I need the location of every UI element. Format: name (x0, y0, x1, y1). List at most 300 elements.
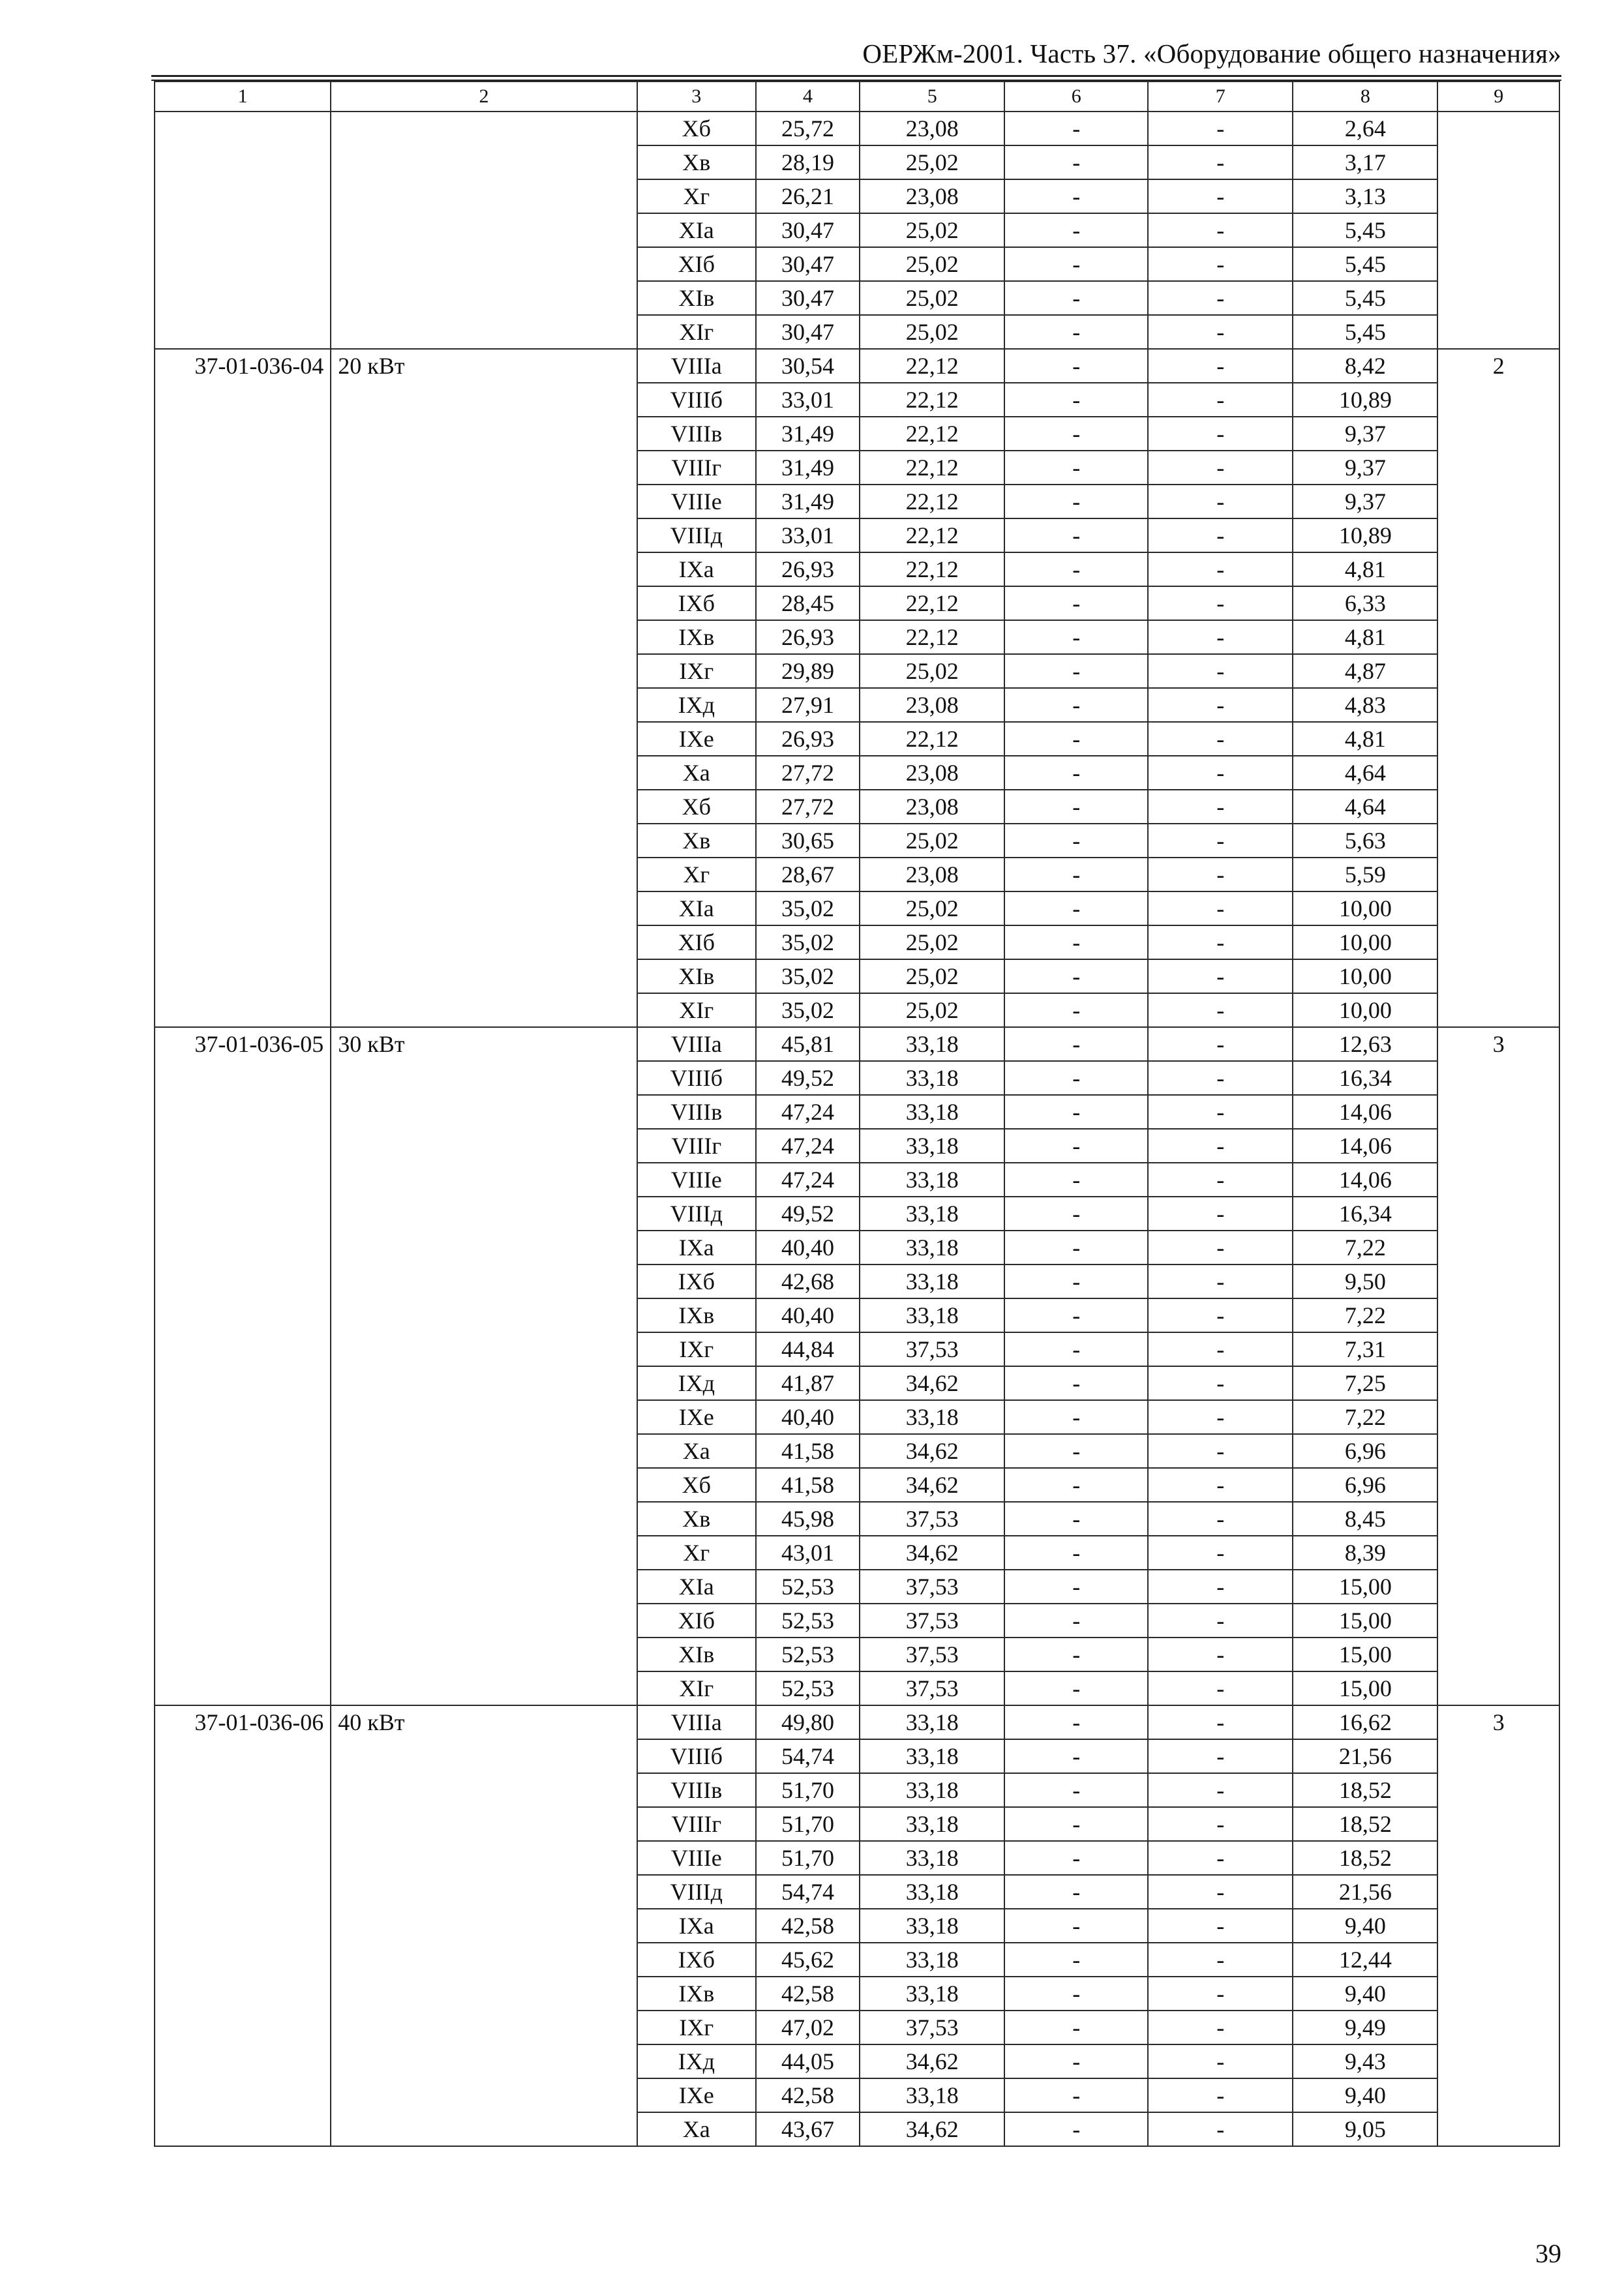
cell-machinist-wages: - (1148, 281, 1293, 315)
cell-code (155, 1332, 331, 1366)
cell-col9 (1437, 1773, 1559, 1807)
cell-wages: 33,18 (860, 1807, 1004, 1841)
cell-zone: Xв (637, 1502, 756, 1536)
cell-materials: 14,06 (1293, 1129, 1437, 1163)
column-header: 3 (637, 82, 756, 112)
cell-col9 (1437, 756, 1559, 790)
cell-wages: 25,02 (860, 247, 1004, 281)
cell-materials: 8,45 (1293, 1502, 1437, 1536)
table-row (155, 1264, 1559, 1298)
cell-materials: 9,37 (1293, 451, 1437, 485)
cell-wages: 37,53 (860, 1570, 1004, 1604)
cell-col9 (1437, 1943, 1559, 1977)
cell-name (331, 2044, 637, 2078)
cell-zone: XIв (637, 281, 756, 315)
cell-zone: VIIIб (637, 1061, 756, 1095)
cell-name (331, 1095, 637, 1129)
cell-machinist-wages: - (1148, 112, 1293, 145)
cell-name: 30 кВт (331, 1027, 637, 1061)
cell-machines: - (1004, 1705, 1148, 1739)
cell-machinist-wages: - (1148, 485, 1293, 518)
cell-col9 (1437, 247, 1559, 281)
cell-col9 (1437, 2112, 1559, 2146)
cell-machinist-wages: - (1148, 1536, 1293, 1570)
cell-wages: 22,12 (860, 620, 1004, 654)
cell-zone: VIIIв (637, 417, 756, 451)
cell-total: 31,49 (756, 485, 860, 518)
cell-zone: Xг (637, 179, 756, 213)
column-header: 1 (155, 82, 331, 112)
table-row (155, 1604, 1559, 1638)
cell-col9 (1437, 1332, 1559, 1366)
cell-zone: XIг (637, 993, 756, 1027)
rates-table (154, 81, 1560, 2147)
cell-name (331, 1604, 637, 1638)
cell-zone: Xг (637, 858, 756, 891)
cell-wages: 33,18 (860, 1027, 1004, 1061)
cell-wages: 25,02 (860, 891, 1004, 925)
cell-wages: 33,18 (860, 1231, 1004, 1264)
cell-machines: - (1004, 1502, 1148, 1536)
table-row (155, 1943, 1559, 1977)
cell-machinist-wages: - (1148, 1231, 1293, 1264)
cell-machines: - (1004, 858, 1148, 891)
cell-code (155, 756, 331, 790)
cell-code (155, 1061, 331, 1095)
table-row (155, 824, 1559, 858)
cell-materials: 21,56 (1293, 1739, 1437, 1773)
table-row (155, 1705, 1559, 1739)
cell-total: 47,24 (756, 1095, 860, 1129)
cell-machinist-wages: - (1148, 756, 1293, 790)
cell-total: 28,67 (756, 858, 860, 891)
cell-code (155, 213, 331, 247)
cell-code (155, 145, 331, 179)
cell-zone: IXд (637, 688, 756, 722)
cell-machines: - (1004, 1739, 1148, 1773)
cell-machines: - (1004, 891, 1148, 925)
cell-wages: 34,62 (860, 1536, 1004, 1570)
cell-col9 (1437, 1061, 1559, 1095)
cell-name (331, 179, 637, 213)
cell-zone: VIIIд (637, 1197, 756, 1231)
cell-wages: 25,02 (860, 145, 1004, 179)
cell-materials: 10,89 (1293, 518, 1437, 552)
cell-col9 (1437, 1671, 1559, 1705)
cell-machinist-wages: - (1148, 247, 1293, 281)
cell-machinist-wages: - (1148, 213, 1293, 247)
cell-col9: 3 (1437, 1705, 1559, 1739)
cell-code (155, 179, 331, 213)
table-row (155, 1536, 1559, 1570)
table-row (155, 654, 1559, 688)
cell-machinist-wages: - (1148, 1570, 1293, 1604)
cell-machines: - (1004, 145, 1148, 179)
cell-code (155, 1604, 331, 1638)
table-row (155, 1027, 1559, 1061)
cell-zone: IXa (637, 1909, 756, 1943)
cell-materials: 6,96 (1293, 1434, 1437, 1468)
cell-machinist-wages: - (1148, 145, 1293, 179)
cell-materials: 10,89 (1293, 383, 1437, 417)
cell-name (331, 722, 637, 756)
cell-machinist-wages: - (1148, 1604, 1293, 1638)
cell-machines: - (1004, 688, 1148, 722)
cell-machines: - (1004, 1875, 1148, 1909)
cell-total: 26,93 (756, 620, 860, 654)
cell-materials: 7,22 (1293, 1400, 1437, 1434)
cell-zone: VIIIв (637, 1773, 756, 1807)
cell-machinist-wages: - (1148, 993, 1293, 1027)
table-row (155, 1129, 1559, 1163)
cell-name (331, 247, 637, 281)
cell-total: 35,02 (756, 959, 860, 993)
table-row (155, 1095, 1559, 1129)
cell-machinist-wages: - (1148, 1298, 1293, 1332)
cell-materials: 8,42 (1293, 349, 1437, 383)
cell-machines: - (1004, 349, 1148, 383)
cell-col9 (1437, 654, 1559, 688)
cell-machines: - (1004, 654, 1148, 688)
cell-materials: 15,00 (1293, 1638, 1437, 1671)
cell-zone: IXe (637, 722, 756, 756)
cell-col9 (1437, 1366, 1559, 1400)
cell-materials: 9,49 (1293, 2011, 1437, 2044)
cell-total: 52,53 (756, 1570, 860, 1604)
cell-col9 (1437, 790, 1559, 824)
cell-materials: 16,34 (1293, 1061, 1437, 1095)
cell-wages: 37,53 (860, 1332, 1004, 1366)
cell-code (155, 1434, 331, 1468)
cell-col9 (1437, 383, 1559, 417)
cell-wages: 34,62 (860, 1468, 1004, 1502)
cell-machinist-wages: - (1148, 2078, 1293, 2112)
cell-total: 49,80 (756, 1705, 860, 1739)
cell-col9 (1437, 485, 1559, 518)
cell-wages: 22,12 (860, 451, 1004, 485)
table-row (155, 1909, 1559, 1943)
cell-machinist-wages: - (1148, 1875, 1293, 1909)
cell-machinist-wages: - (1148, 552, 1293, 586)
cell-machines: - (1004, 518, 1148, 552)
cell-materials: 3,13 (1293, 179, 1437, 213)
cell-name (331, 586, 637, 620)
cell-col9 (1437, 1400, 1559, 1434)
cell-machines: - (1004, 1400, 1148, 1434)
table-row (155, 552, 1559, 586)
cell-zone: XIг (637, 315, 756, 349)
cell-zone: XIб (637, 1604, 756, 1638)
cell-wages: 25,02 (860, 213, 1004, 247)
cell-zone: IXд (637, 2044, 756, 2078)
cell-materials: 5,45 (1293, 315, 1437, 349)
cell-name (331, 417, 637, 451)
cell-name (331, 1638, 637, 1671)
cell-code (155, 654, 331, 688)
cell-code (155, 383, 331, 417)
cell-name (331, 1943, 637, 1977)
cell-machines: - (1004, 1332, 1148, 1366)
cell-machinist-wages: - (1148, 315, 1293, 349)
table-row (155, 1400, 1559, 1434)
cell-code (155, 620, 331, 654)
table-row (155, 1739, 1559, 1773)
cell-wages: 34,62 (860, 2112, 1004, 2146)
cell-machinist-wages: - (1148, 586, 1293, 620)
cell-col9 (1437, 1502, 1559, 1536)
table-row (155, 1807, 1559, 1841)
cell-total: 31,49 (756, 451, 860, 485)
cell-code: 37-01-036-06 (155, 1705, 331, 1739)
cell-materials: 10,00 (1293, 959, 1437, 993)
cell-col9 (1437, 451, 1559, 485)
cell-col9 (1437, 552, 1559, 586)
cell-code (155, 1197, 331, 1231)
cell-code (155, 1977, 331, 2011)
column-number-row (155, 82, 1559, 112)
cell-total: 45,62 (756, 1943, 860, 1977)
cell-col9 (1437, 858, 1559, 891)
cell-machinist-wages: - (1148, 1841, 1293, 1875)
cell-wages: 25,02 (860, 959, 1004, 993)
cell-total: 44,84 (756, 1332, 860, 1366)
cell-wages: 33,18 (860, 1943, 1004, 1977)
cell-wages: 23,08 (860, 756, 1004, 790)
cell-zone: VIIIe (637, 1163, 756, 1197)
cell-zone: IXe (637, 2078, 756, 2112)
cell-name (331, 2112, 637, 2146)
cell-machines: - (1004, 1027, 1148, 1061)
cell-name (331, 1298, 637, 1332)
cell-wages: 37,53 (860, 1638, 1004, 1671)
cell-machinist-wages: - (1148, 1027, 1293, 1061)
cell-machinist-wages: - (1148, 1061, 1293, 1095)
rates-table-body (155, 112, 1559, 2146)
cell-col9 (1437, 518, 1559, 552)
cell-machines: - (1004, 1909, 1148, 1943)
cell-wages: 33,18 (860, 1163, 1004, 1197)
cell-zone: Xб (637, 1468, 756, 1502)
cell-machinist-wages: - (1148, 858, 1293, 891)
cell-name (331, 790, 637, 824)
cell-wages: 33,18 (860, 1129, 1004, 1163)
cell-wages: 33,18 (860, 1773, 1004, 1807)
cell-machinist-wages: - (1148, 451, 1293, 485)
cell-materials: 15,00 (1293, 1570, 1437, 1604)
cell-name (331, 756, 637, 790)
cell-zone: Xб (637, 790, 756, 824)
cell-col9 (1437, 824, 1559, 858)
cell-materials: 9,43 (1293, 2044, 1437, 2078)
cell-machines: - (1004, 1773, 1148, 1807)
cell-code (155, 552, 331, 586)
cell-zone: VIIIa (637, 349, 756, 383)
cell-name (331, 1875, 637, 1909)
cell-col9 (1437, 1739, 1559, 1773)
cell-zone: Xб (637, 112, 756, 145)
cell-col9 (1437, 1536, 1559, 1570)
cell-wages: 25,02 (860, 993, 1004, 1027)
cell-name (331, 891, 637, 925)
cell-name: 40 кВт (331, 1705, 637, 1739)
table-row (155, 993, 1559, 1027)
table-row (155, 417, 1559, 451)
column-header: 4 (756, 82, 860, 112)
cell-machines: - (1004, 1638, 1148, 1671)
cell-total: 25,72 (756, 112, 860, 145)
cell-col9 (1437, 1604, 1559, 1638)
cell-materials: 4,87 (1293, 654, 1437, 688)
cell-machines: - (1004, 1536, 1148, 1570)
cell-total: 52,53 (756, 1671, 860, 1705)
cell-machinist-wages: - (1148, 1909, 1293, 1943)
cell-zone: VIIIг (637, 1129, 756, 1163)
table-row (155, 1366, 1559, 1400)
cell-machinist-wages: - (1148, 1400, 1293, 1434)
cell-wages: 33,18 (860, 1909, 1004, 1943)
cell-wages: 33,18 (860, 1061, 1004, 1095)
cell-materials: 10,00 (1293, 993, 1437, 1027)
cell-machines: - (1004, 1434, 1148, 1468)
cell-materials: 5,45 (1293, 247, 1437, 281)
header-rule-thick (151, 75, 1561, 77)
cell-machinist-wages: - (1148, 1095, 1293, 1129)
cell-wages: 33,18 (860, 1298, 1004, 1332)
cell-machines: - (1004, 722, 1148, 756)
cell-code (155, 1400, 331, 1434)
cell-col9 (1437, 145, 1559, 179)
cell-col9 (1437, 281, 1559, 315)
cell-name (331, 654, 637, 688)
cell-machinist-wages: - (1148, 1502, 1293, 1536)
cell-total: 31,49 (756, 417, 860, 451)
cell-wages: 33,18 (860, 2078, 1004, 2112)
cell-total: 26,93 (756, 552, 860, 586)
cell-total: 51,70 (756, 1773, 860, 1807)
cell-machinist-wages: - (1148, 654, 1293, 688)
table-row (155, 1502, 1559, 1536)
cell-total: 30,47 (756, 213, 860, 247)
cell-materials: 9,37 (1293, 417, 1437, 451)
cell-total: 47,02 (756, 2011, 860, 2044)
cell-machines: - (1004, 1468, 1148, 1502)
cell-name (331, 1909, 637, 1943)
table-row (155, 925, 1559, 959)
page-number: 39 (1535, 2239, 1561, 2268)
cell-machinist-wages: - (1148, 417, 1293, 451)
cell-machines: - (1004, 112, 1148, 145)
cell-machinist-wages: - (1148, 1739, 1293, 1773)
cell-col9 (1437, 993, 1559, 1027)
cell-machinist-wages: - (1148, 179, 1293, 213)
cell-total: 43,01 (756, 1536, 860, 1570)
cell-col9 (1437, 179, 1559, 213)
cell-materials: 5,59 (1293, 858, 1437, 891)
cell-col9 (1437, 688, 1559, 722)
cell-wages: 25,02 (860, 824, 1004, 858)
cell-materials: 4,64 (1293, 756, 1437, 790)
cell-machinist-wages: - (1148, 1671, 1293, 1705)
cell-code (155, 722, 331, 756)
cell-zone: Xв (637, 824, 756, 858)
cell-materials: 4,81 (1293, 722, 1437, 756)
cell-col9 (1437, 1095, 1559, 1129)
cell-col9 (1437, 1264, 1559, 1298)
table-row (155, 349, 1559, 383)
cell-machines: - (1004, 824, 1148, 858)
cell-total: 30,47 (756, 247, 860, 281)
table-row (155, 1875, 1559, 1909)
cell-col9 (1437, 1434, 1559, 1468)
cell-materials: 15,00 (1293, 1604, 1437, 1638)
cell-code (155, 485, 331, 518)
cell-code (155, 1231, 331, 1264)
cell-col9 (1437, 1298, 1559, 1332)
cell-total: 28,45 (756, 586, 860, 620)
cell-col9: 3 (1437, 1027, 1559, 1061)
cell-name (331, 1841, 637, 1875)
column-header: 2 (331, 82, 637, 112)
cell-col9 (1437, 959, 1559, 993)
cell-name (331, 959, 637, 993)
cell-total: 47,24 (756, 1163, 860, 1197)
cell-col9: 2 (1437, 349, 1559, 383)
cell-name (331, 112, 637, 145)
cell-machinist-wages: - (1148, 1332, 1293, 1366)
cell-machines: - (1004, 2011, 1148, 2044)
cell-code (155, 2011, 331, 2044)
cell-name (331, 1129, 637, 1163)
cell-zone: IXб (637, 1264, 756, 1298)
cell-machines: - (1004, 1197, 1148, 1231)
cell-materials: 4,64 (1293, 790, 1437, 824)
table-row (155, 1638, 1559, 1671)
cell-materials: 7,22 (1293, 1231, 1437, 1264)
cell-name (331, 858, 637, 891)
table-row (155, 2044, 1559, 2078)
cell-col9 (1437, 1977, 1559, 2011)
cell-col9 (1437, 315, 1559, 349)
cell-wages: 37,53 (860, 1604, 1004, 1638)
cell-code (155, 1129, 331, 1163)
cell-zone: VIIIe (637, 1841, 756, 1875)
cell-name (331, 1197, 637, 1231)
cell-name (331, 315, 637, 349)
table-row (155, 213, 1559, 247)
cell-machines: - (1004, 1095, 1148, 1129)
column-header: 8 (1293, 82, 1437, 112)
cell-wages: 22,12 (860, 722, 1004, 756)
cell-zone: XIa (637, 891, 756, 925)
cell-wages: 22,12 (860, 383, 1004, 417)
table-row (155, 1231, 1559, 1264)
table-row (155, 1773, 1559, 1807)
cell-machinist-wages: - (1148, 1366, 1293, 1400)
cell-materials: 6,96 (1293, 1468, 1437, 1502)
cell-zone: VIIIб (637, 383, 756, 417)
cell-materials: 10,00 (1293, 891, 1437, 925)
cell-zone: VIIIд (637, 1875, 756, 1909)
cell-machines: - (1004, 993, 1148, 1027)
cell-machines: - (1004, 552, 1148, 586)
cell-code (155, 1163, 331, 1197)
cell-materials: 9,40 (1293, 1909, 1437, 1943)
cell-total: 54,74 (756, 1875, 860, 1909)
cell-col9 (1437, 620, 1559, 654)
cell-code (155, 824, 331, 858)
cell-wages: 22,12 (860, 586, 1004, 620)
cell-machines: - (1004, 1061, 1148, 1095)
